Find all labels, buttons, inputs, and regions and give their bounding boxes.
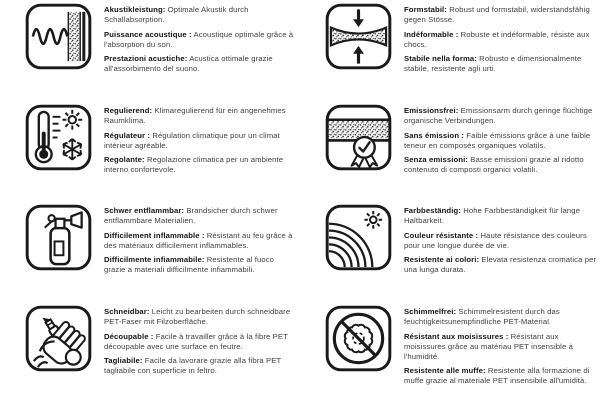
feature-item xyxy=(300,204,600,305)
feature-text: Basse emissioni grazie al ridotto contenuto di composti organici volatili. xyxy=(404,155,584,174)
feature-label: Résistant aux moisissures : xyxy=(404,331,509,341)
feature-texts xyxy=(104,305,297,381)
feature-entry-de xyxy=(404,206,597,226)
feature-text: Faible émissions grâce à une faible teneur en composés organiques volatils. xyxy=(404,130,591,150)
feature-text: Haute résistance des couleurs pour une longue durée de vie. xyxy=(404,230,587,250)
feature-entry-it xyxy=(404,54,597,74)
feature-entry-fr xyxy=(104,231,297,251)
feature-text: Leicht zu bearbeiten durch schneidbare PET-Faser mit Filzoberfläche. xyxy=(104,307,291,326)
feature-entry-it xyxy=(404,255,597,275)
feature-label: Couleur résistante : xyxy=(404,230,479,240)
feature-entry-fr xyxy=(404,231,597,251)
feature-label: Difficilmente infiammabile: xyxy=(104,255,205,264)
feature-texts xyxy=(404,3,597,79)
feature-text: Résistant au feu grâce à des matériaux difficilement inflammables. xyxy=(104,230,293,250)
feature-text: Brandsicher durch schwer entflammbare Materialien. xyxy=(104,206,278,225)
feature-entry-it xyxy=(404,155,597,175)
mold-free-icon xyxy=(325,305,392,372)
feature-text: Emissionsarm durch geringe flüchtige organische Verbindungen. xyxy=(404,106,593,125)
feature-label: Farbbeständig: xyxy=(404,206,461,215)
feature-entry-de xyxy=(404,307,597,327)
feature-text: Optimale Akustik durch Schallabsorption. xyxy=(104,5,249,24)
feature-entry-fr xyxy=(104,131,297,151)
feature-texts xyxy=(104,204,297,280)
feature-entry-fr xyxy=(404,131,597,151)
emission-free-icon xyxy=(325,104,392,171)
feature-item xyxy=(300,104,600,204)
feature-label: Resistente alle muffe: xyxy=(404,366,486,375)
feature-entry-de xyxy=(404,106,597,126)
feature-item xyxy=(0,104,300,204)
feature-entry-fr xyxy=(104,332,297,352)
feature-texts xyxy=(404,104,597,180)
feature-label: Stabile nella forma: xyxy=(404,54,477,63)
feature-text: Regolazione climatica per un ambiente interno confortevole. xyxy=(104,155,284,174)
feature-texts xyxy=(404,305,597,391)
feature-label: Schneidbar: xyxy=(104,307,150,316)
feature-item xyxy=(0,305,300,403)
feature-text: Facile da lavorare grazie alla fibra PET tagliabile con superficie in feltro. xyxy=(104,356,282,375)
feature-entry-fr xyxy=(104,30,297,50)
feature-text: Régulation climatique pour un climat intérieur agréable. xyxy=(104,130,280,150)
feature-text: Acoustique optimale grâce à l'absorption du son. xyxy=(104,29,294,49)
feature-text: Robusto e dimensionalmente stabile, resistente agli urti. xyxy=(404,54,582,73)
feature-text: Résistant aux moisissures grâce au matériau PET insensible à l'humidité. xyxy=(404,331,573,361)
feature-entry-fr xyxy=(404,332,597,362)
feature-label: Regulierend: xyxy=(104,106,153,115)
feature-entry-fr xyxy=(404,30,597,50)
feature-texts xyxy=(104,3,297,79)
feature-texts xyxy=(104,104,297,180)
feature-label: Prestazioni acustiche: xyxy=(104,54,188,63)
climate-regulation-icon xyxy=(25,104,92,171)
feature-text: Acustica ottimale grazie all'assorbimento del suono. xyxy=(104,54,273,73)
feature-label: Emissionsfrei: xyxy=(404,106,459,115)
feature-label: Resistente ai colori: xyxy=(404,255,480,264)
shape-stability-icon xyxy=(325,3,392,70)
feature-item xyxy=(0,3,300,104)
feature-entry-it xyxy=(404,366,597,386)
feature-label: Indéformable : xyxy=(404,29,459,39)
feature-text: Hohe Farbbeständigkeit für lange Haltbarkeit. xyxy=(404,206,581,225)
cutting-hand-icon xyxy=(25,305,92,372)
feature-text: Facile à travailler grâce à la fibre PET découpable avec une surface en feutre. xyxy=(104,331,288,351)
feature-text: Resistente alla formazione di muffe grazie al materiale PET insensibile all'umidità. xyxy=(404,366,590,385)
feature-text: Robuste et indéformable, résiste aux chocs. xyxy=(404,29,590,49)
feature-item xyxy=(0,204,300,305)
feature-label: Régulateur : xyxy=(104,130,151,140)
feature-text: Robust und formstabil, widerstandsfähig gegen Stösse. xyxy=(404,5,590,24)
feature-text: Resistente al fuoco grazie a materiali difficilmente infiammabili. xyxy=(104,255,275,274)
feature-label: Schwer entflammbar: xyxy=(104,206,185,215)
fire-extinguisher-icon xyxy=(25,204,92,271)
feature-entry-de xyxy=(104,5,297,25)
feature-label: Akustikleistung: xyxy=(104,5,166,14)
feature-label: Sans émission : xyxy=(404,130,465,140)
feature-label: Senza emissioni: xyxy=(404,155,468,164)
feature-item xyxy=(300,3,600,104)
feature-text: Klimaregulierend für ein angenehmes Raumklima. xyxy=(104,106,286,125)
feature-label: Tagliabile: xyxy=(104,356,143,365)
feature-entry-de xyxy=(104,307,297,327)
feature-entry-de xyxy=(404,5,597,25)
feature-entry-it xyxy=(104,155,297,175)
feature-entry-it xyxy=(104,255,297,275)
feature-text: Schimmelresistent durch das feuchtigkeitsunempfindliche PET-Material. xyxy=(404,307,560,326)
feature-label: Schimmelfrei: xyxy=(404,307,457,316)
sound-absorption-icon xyxy=(25,3,92,70)
feature-label: Formstabil: xyxy=(404,5,447,14)
feature-label: Puissance acoustique : xyxy=(104,29,192,39)
feature-entry-it xyxy=(104,356,297,376)
feature-entry-it xyxy=(104,54,297,74)
feature-label: Difficilement inflammable : xyxy=(104,230,205,240)
feature-texts xyxy=(404,204,597,280)
feature-text: Elevata resistenza cromatica per una lunga durata. xyxy=(404,255,597,274)
feature-entry-de xyxy=(104,106,297,126)
feature-item xyxy=(300,305,600,403)
feature-entry-de xyxy=(104,206,297,226)
feature-label: Regolante: xyxy=(104,155,145,164)
feature-label: Découpable : xyxy=(104,331,154,341)
color-fastness-icon xyxy=(325,204,392,271)
